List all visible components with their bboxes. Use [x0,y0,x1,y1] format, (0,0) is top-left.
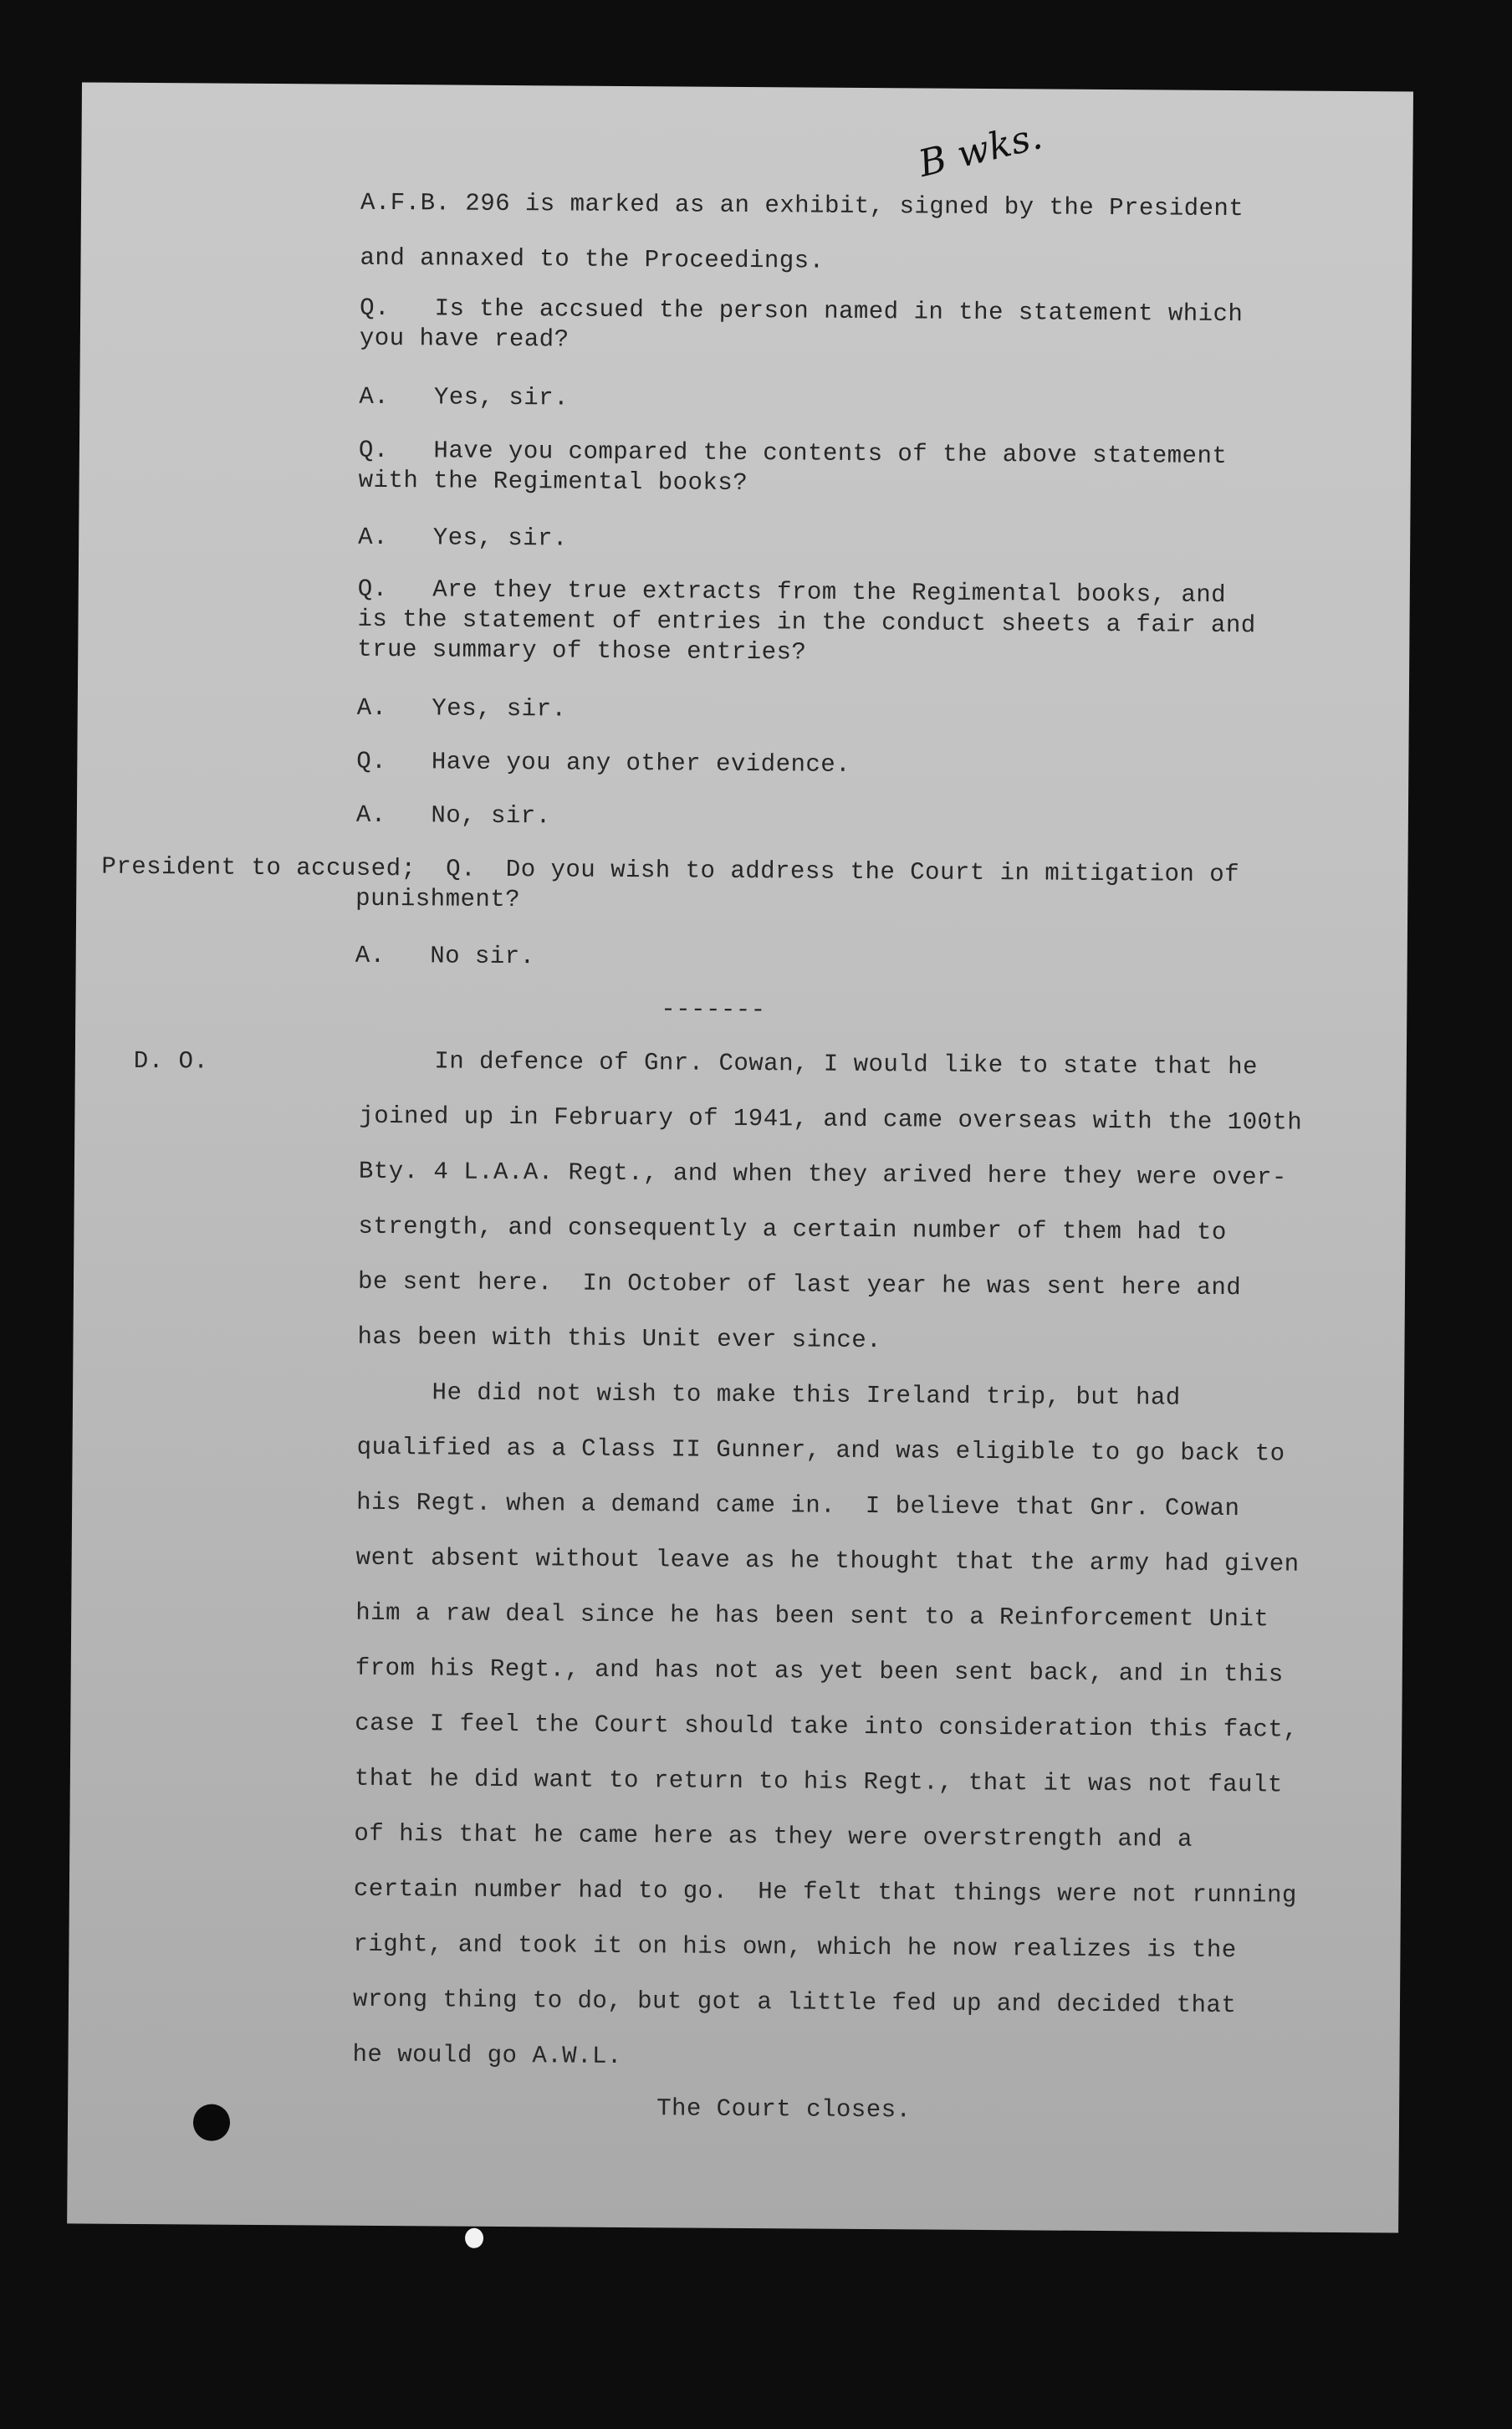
question-2-line-2: with the Regimental books? [358,466,748,498]
question-4: Q. Have you any other evidence. [356,747,851,779]
defence-line: of his that he came here as they were overstrength and a [354,1819,1193,1854]
document-page [67,82,1413,2232]
handwritten-annotation: B wks. [914,115,1047,186]
defence-line: qualified as a Class II Gunner, and was eligible to go back to [356,1433,1285,1468]
section-separator: ------- [661,995,766,1025]
question-1-line-1: Q. Is the accsued the person named in the statement which [360,294,1244,329]
defence-line: strength, and consequently a certain number of them had to [358,1212,1227,1247]
defence-line: wrong thing to do, but got a little fed up and decided that [352,1985,1237,2020]
defence-line: right, and took it on his own, which he now realizes is the [353,1930,1237,1965]
answer-1: A. Yes, sir. [359,382,570,412]
exhibit-line-2: and annaxed to the Proceedings. [360,243,825,275]
president-question-line-2: punishment? [355,884,521,914]
defence-line: his Regt. when a demand came in. I believe that Gnr. Cowan [356,1488,1240,1523]
defence-line: He did not wish to make this Ireland trip, but had [356,1378,1181,1412]
defence-line: Bty. 4 L.A.A. Regt., and when they arived here they were over- [358,1157,1288,1192]
president-question-line-1: President to accused; Q. Do you wish to address the Court in mitigation of [101,852,1240,889]
question-2-line-1: Q. Have you compared the contents of the above statement [358,436,1228,471]
defence-line: that he did want to return to his Regt., that it was not fault [354,1764,1283,1799]
question-1-line-2: you have read? [359,324,570,354]
defence-line: he would go A.W.L. [352,2040,622,2071]
defence-line: him a raw deal since he has been sent to a Reinforcement Unit [355,1598,1269,1634]
answer-4: A. No, sir. [355,800,551,831]
question-3-line-3: true summary of those entries? [357,635,807,667]
question-3-line-2: is the statement of entries in the conduct sheets a fair and [357,605,1256,640]
defence-line: be sent here. In October of last year he was sent here and [357,1267,1242,1302]
defence-line: from his Regt., and has not as yet been sent back, and in this [355,1654,1284,1689]
question-3-line-1: Q. Are they true extracts from the Regimental books, and [357,575,1227,610]
defence-line: joined up in February of 1941, and came overseas with the 100th [359,1102,1303,1137]
president-answer: A. No sir. [355,941,535,971]
defence-line: has been with this Unit ever since. [357,1322,882,1355]
defence-line: In defence of Gnr. Cowan, I would like to state that he [359,1046,1259,1082]
paper-speck [465,2228,483,2248]
defence-label: D. O. [133,1046,209,1076]
exhibit-line-1: A.F.B. 296 is marked as an exhibit, signed by the President [360,188,1244,223]
ink-blot [193,2104,230,2140]
answer-2: A. Yes, sir. [358,523,568,553]
defence-line: went absent without leave as he thought that the army had given [355,1543,1300,1578]
court-closes: The Court closes. [656,2094,912,2125]
defence-line: certain number had to go. He felt that things were not running [353,1874,1297,1910]
defence-line: case I feel the Court should take into consideration this fact, [355,1709,1299,1744]
answer-3: A. Yes, sir. [356,693,567,724]
